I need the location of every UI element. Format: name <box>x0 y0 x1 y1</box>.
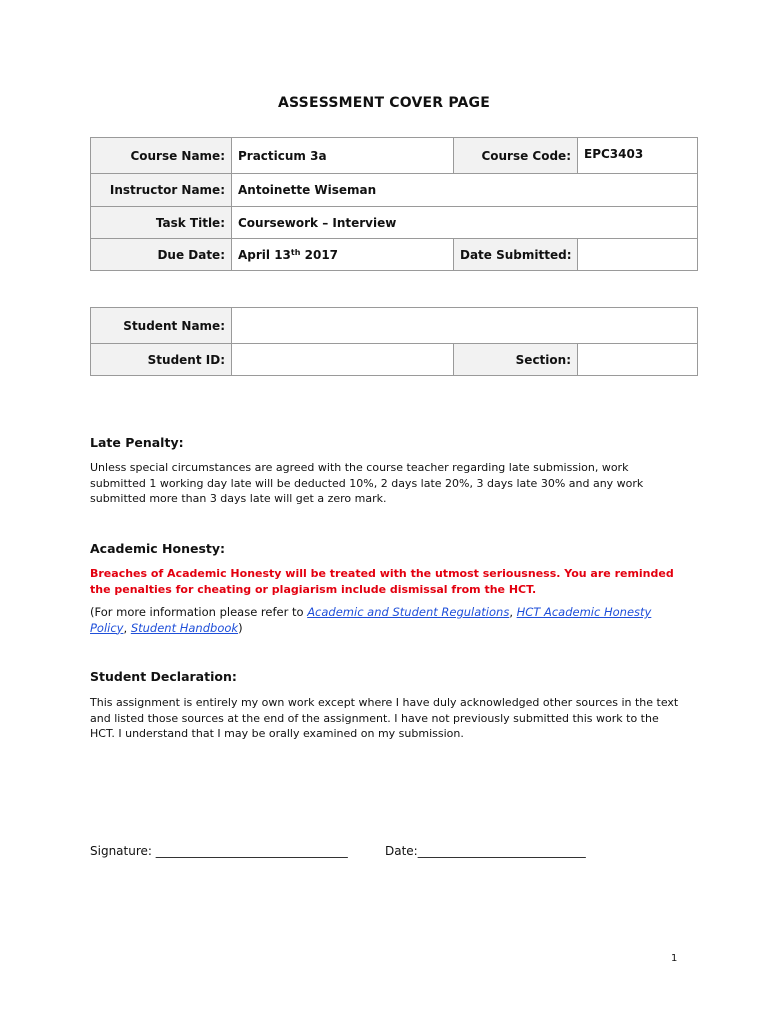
student-id-label: Student ID: <box>91 344 232 376</box>
page-title: ASSESSMENT COVER PAGE <box>277 95 491 111</box>
date-line[interactable]: Date:____________________________ <box>385 844 586 858</box>
signature-line[interactable]: Signature: ________________________________ <box>90 844 348 858</box>
course-code-label: Course Code: <box>454 138 578 174</box>
declaration-text: This assignment is entirely my own work except where I have duly acknowledged other sources in the text and listed those sources at the end of the assignment. I have not previously submitted this work to the HCT. I understand that I may be orally examined on my submission. <box>90 696 679 740</box>
honesty-policy-link[interactable]: HCT Academic Honesty Policy <box>90 605 652 635</box>
section-value[interactable] <box>578 344 698 376</box>
late-penalty-text: Unless special circumstances are agreed with the course teacher regarding late submission, work submitted 1 working day late will be deducted 10%, 2 days late 20%, 3 days late 30% and any work submitted more than 3 days late will get a zero mark. <box>90 461 644 505</box>
info-prefix: (For more information please refer to <box>90 605 308 619</box>
late-penalty-heading: Late Penalty: <box>90 435 184 450</box>
course-code-value[interactable]: EPC3403 <box>578 138 698 174</box>
declaration-heading: Student Declaration: <box>90 669 237 684</box>
due-date-label: Due Date: <box>91 239 232 271</box>
course-name-label: Course Name: <box>91 138 232 174</box>
date-submitted-label: Date Submitted: <box>454 239 578 271</box>
student-name-value[interactable] <box>232 308 698 344</box>
due-date-value[interactable] <box>232 239 454 271</box>
academic-honesty-heading: Academic Honesty: <box>90 541 226 556</box>
academic-honesty-warning: Breaches of Academic Honesty will be treated with the utmost seriousness. You are reminded the penalties for cheating or plagiarism include dismissal from the HCT. <box>90 567 674 596</box>
due-date-month: April 13 <box>238 247 291 262</box>
student-id-value[interactable] <box>232 344 454 376</box>
section-label: Section: <box>454 344 578 376</box>
instructor-label: Instructor Name: <box>91 174 232 207</box>
instructor-value[interactable]: Antoinette Wiseman <box>232 174 698 207</box>
student-handbook-link[interactable]: Student Handbook <box>130 620 239 635</box>
date-submitted-value[interactable] <box>578 239 698 271</box>
page-number: 1 <box>671 953 678 964</box>
course-info-table <box>90 137 698 271</box>
info-suffix: ) <box>238 620 243 635</box>
info-separator: , <box>509 605 517 619</box>
academic-honesty-info <box>90 605 680 636</box>
due-date-year: 2017 <box>300 247 339 262</box>
student-name-label: Student Name: <box>91 308 232 344</box>
task-title-label: Task Title: <box>91 207 232 239</box>
course-name-value[interactable]: Practicum 3a <box>232 138 454 174</box>
info-separator: , <box>123 620 131 635</box>
regulations-link[interactable]: Academic and Student Regulations <box>307 605 510 619</box>
task-title-value[interactable]: Coursework – Interview <box>232 207 698 239</box>
due-date-suffix: th <box>290 247 301 257</box>
student-info-table <box>90 307 698 376</box>
